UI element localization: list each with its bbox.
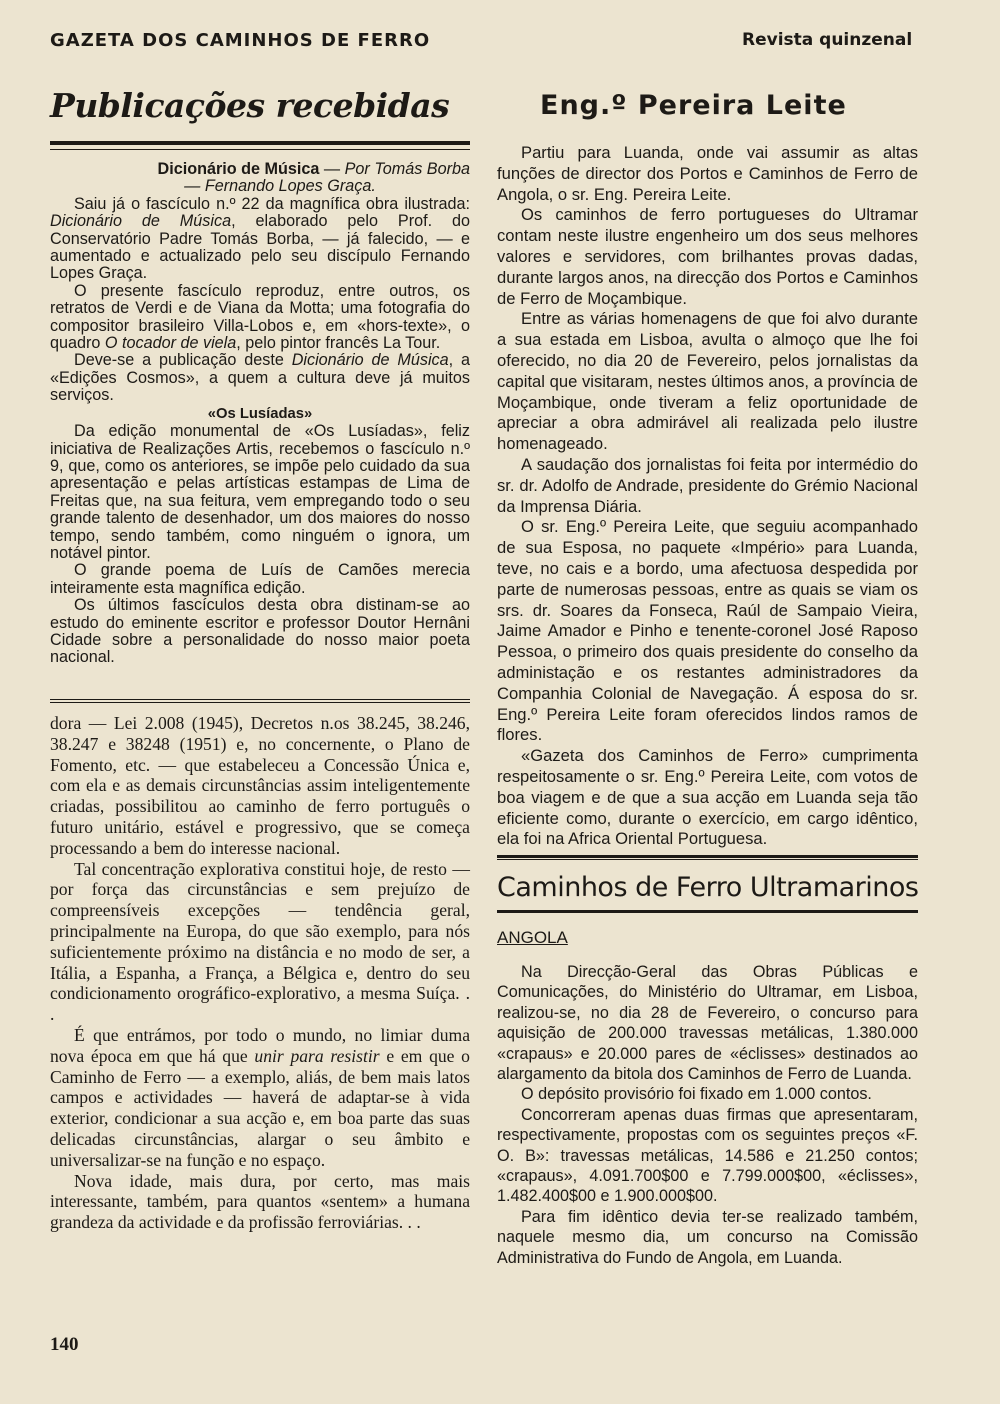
text-run: O presente fascículo reproduz, entre outros, os retratos de Verdi e de Viana da Motta; uma fotografia do compositor brasileiro Villa-Lobos e, em «hors-texte», o quadro [50,281,470,353]
text-run: Saiu já o fascículo n.º 22 da magnífica obra ilustrada: [74,194,470,213]
text-run: É que entrámos, por todo o mundo, no limiar duma nova época em que há que [50,1024,470,1066]
ultramarinos-paragraph-4: Para fim idêntico devia ter-se realizado também, naquele mesmo dia, um concurso na Comissão Administrativa do Fundo de Angola, em Luanda. [497,1207,918,1267]
ultramarinos-paragraph-2: O depósito provisório foi fixado em 1.000 contos. [521,1085,872,1104]
ultramarinos-paragraph-1: Na Direcção-Geral das Obras Públicas e Comunicações, do Ministério do Ultramar, em Lisboa, realizou-se, no dia 28 de Fevereiro, o concurso para aquisição de 200.000 travessas metálicas, 1.380.000 «crapaus» e 20.000 pares de «éclisses» destinados ao alargamento da bitola dos Caminhos de Ferro de Luanda. [497,963,918,1084]
running-header-subtitle: Revista quinzenal [742,30,913,50]
dicionario-paragraph-1 [50,196,470,283]
pereira-leite-paragraph-2: Os caminhos de ferro portugueses do Ultramar contam neste ilustre engenheiro um dos seus melhores valores e servidores, com brilhantes provas dadas, durante largos anos, na direcção dos Portos e Caminhos de Ferro de Moçambique. [497,205,918,308]
section-divider-thin [497,859,918,860]
dicionario-heading-author: Por Tomás Borba [344,160,470,178]
section-rule-bottom [50,702,470,703]
text-run: e em que o Caminho de Ferro — a exemplo, aliás, de bem mais latos campos e actividades — haverá de adaptar-se à vida exterior, condicionar a sua acção e, em boa parte das suas delicadas circunstâncias, alargar o seu âmbito e universalizar-se na função e no espaço. [50,1045,470,1170]
lusiadas-paragraph-2: O grande poema de Luís de Camões merecia inteiramente esta magnífica edição. [50,561,470,597]
italic-title: Dicionário de Música [291,351,449,370]
dicionario-heading-coauthor-line [50,178,470,195]
continuation-paragraph-3 [50,1025,470,1171]
publicacoes-column [50,161,470,667]
pereira-leite-paragraph-6: «Gazeta dos Caminhos de Ferro» cumprimenta respeitosamente o sr. Eng.º Pereira Leite, com votos de boa viagem e de que a sua acção em Luanda seja tão eficiente como, durante o exercício, em cargo idêntico, ela foi na Africa Oriental Portuguesa. [497,746,918,849]
pereira-leite-paragraph-5: O sr. Eng.º Pereira Leite, que seguiu acompanhado de sua Esposa, no paquete «Império» para Luanda, teve, no cais e a bordo, uma afectuosa despedida por parte de numerosas pessoas, entre as quais se viam os srs. dr. Soares da Fonseca, Raúl de Sampaio Vieira, Jaime Amador e Pinho e tenente-coronel José Raposo Pessoa, o primeiro dos quais presidente do conselho da administação e os restantes administradores da Companhia Colonial de Navegação. Á esposa do sr. Eng.º Pereira Leite foram oferecidos lindos ramos de flores. [497,517,918,745]
dicionario-heading-separator: — [319,160,345,178]
ultramarinos-heading: Caminhos de Ferro Ultramarinos [497,872,919,903]
italic-phrase: unir para resistir [254,1045,380,1066]
text-run: , pelo pintor francês La Tour. [236,334,441,353]
pereira-leite-paragraph-3: Entre as várias homenagens de que foi alvo durante a sua estada em Lisboa, avulta o almoço que lhe foi oferecido, no dia 20 de Fevereiro, pelos jornalistas da capital que visitaram, nestes últimos anos, a província de Moçambique, onde tiveram a feliz oportunidade de apreciar a obra admirável ali realizada pelo ilustre homenageado. [497,309,918,454]
text-run: Deve-se a publicação deste [74,351,292,370]
publicacoes-heading: Publicações recebidas [50,86,450,125]
continuation-paragraph-2: Tal concentração explorativa constitui hoje, de resto — por força das circunstâncias e sem prejuízo de compreensíveis excepções — tendência geral, principalmente na Europa, do que são exemplo, para nós suficientemente próximo na distância e no modo de ser, a Itália, a Espanha, a França, a Bélgica e, dentro do seu condicionamento orográfico-explorativo, a mesma Suíça. . . [50,858,470,1025]
italic-title: O tocador de viela [104,334,237,353]
lusiadas-paragraph-3: Os últimos fascículos desta obra distinam-se ao estudo do eminente escritor e professor Doutor Hernâni Cidade sobre a personalidade do nosso maior poeta nacional. [50,596,470,667]
dicionario-heading [50,161,470,178]
dicionario-heading-coauthor: — Fernando Lopes Graça. [184,177,376,196]
ultramarinos-paragraph-3: Concorreram apenas duas firmas que apresentaram, respectivamente, propostas com os seguintes preços «F. O. B»: travessas metálicas, 14.586 e 21.250 contos; «crapaus», 4.091.700$00 e 7.799.000$00, «éclisses», 1.482.400$00 e 1.900.000$00. [497,1105,918,1206]
dicionario-heading-title: Dicionário de Música [157,160,320,178]
running-header-title: GAZETA DOS CAMINHOS DE FERRO [50,30,431,51]
pereira-leite-heading: Eng.º Pereira Leite [540,90,847,121]
ultramarinos-column [497,962,918,1268]
continuation-paragraph-4: Nova idade, mais dura, por certo, mas mais interessante, também, para quantos «sentem» a humana grandeza da actividade e da profissão ferroviárias. . . [50,1170,470,1233]
pereira-leite-paragraph-4: A saudação dos jornalistas foi feita por intermédio do sr. dr. Adolfo de Andrade, presidente do Grémio Nacional da Imprensa Diária. [497,454,918,516]
dicionario-paragraph-2 [50,283,470,353]
pereira-leite-paragraph-1: Partiu para Luanda, onde vai assumir as altas funções de director dos Portos e Caminhos de Ferro de Angola, o sr. Eng. Pereira Leite. [497,143,918,204]
angola-subheading: ANGOLA [497,928,568,947]
continuation-paragraph-1: dora — Lei 2.008 (1945), Decretos n.os 38.245, 38.246, 38.247 e 38248 (1951) e, no concernente, o Plano de Fomento, etc. — que estabeleceu a Concessão Única e, com ela e as demais circunstâncias assim inteligentemente criadas, possibilitou ao caminho de ferro português o futuro unitário, estável e progressivo, que se começa processando a bem do interesse nacional. [50,713,470,858]
heading-rule-thick [50,141,470,145]
pereira-leite-column [497,143,918,850]
lusiadas-heading: «Os Lusíadas» [207,405,313,422]
heading-rule-thin [50,149,470,150]
continuation-column [50,713,470,1233]
ultramarinos-heading-rule [497,910,918,913]
text-run: , elaborado pelo Prof. do Conservatório Padre Tomás Borba, — já falecido, — e aumentado e actualizado pelo seu discípulo Fernando Lopes Graça. [50,212,471,283]
section-rule-top [50,699,470,700]
italic-title: Dicionário de Música [50,212,232,231]
dicionario-paragraph-3 [50,352,470,404]
page-number: 140 [50,1334,79,1355]
section-divider-thick [497,855,918,858]
text-run: , a «Edições Cosmos», a quem a cultura deve já muitos serviços. [50,351,471,405]
lusiadas-paragraph-1: Da edição monumental de «Os Lusíadas», feliz iniciativa de Realizações Artis, recebemos o fascículo n.º 9, que, como os anteriores, se impõe pelo cuidado da sua apresentação e pelas artísticas estampas de Lima de Freitas que, na sua feitura, vem empregando todo o seu grande talento de desenhador, um dos maiores do nosso tempo, sendo também, como ninguém o ignora, um notável pintor. [50,422,470,562]
